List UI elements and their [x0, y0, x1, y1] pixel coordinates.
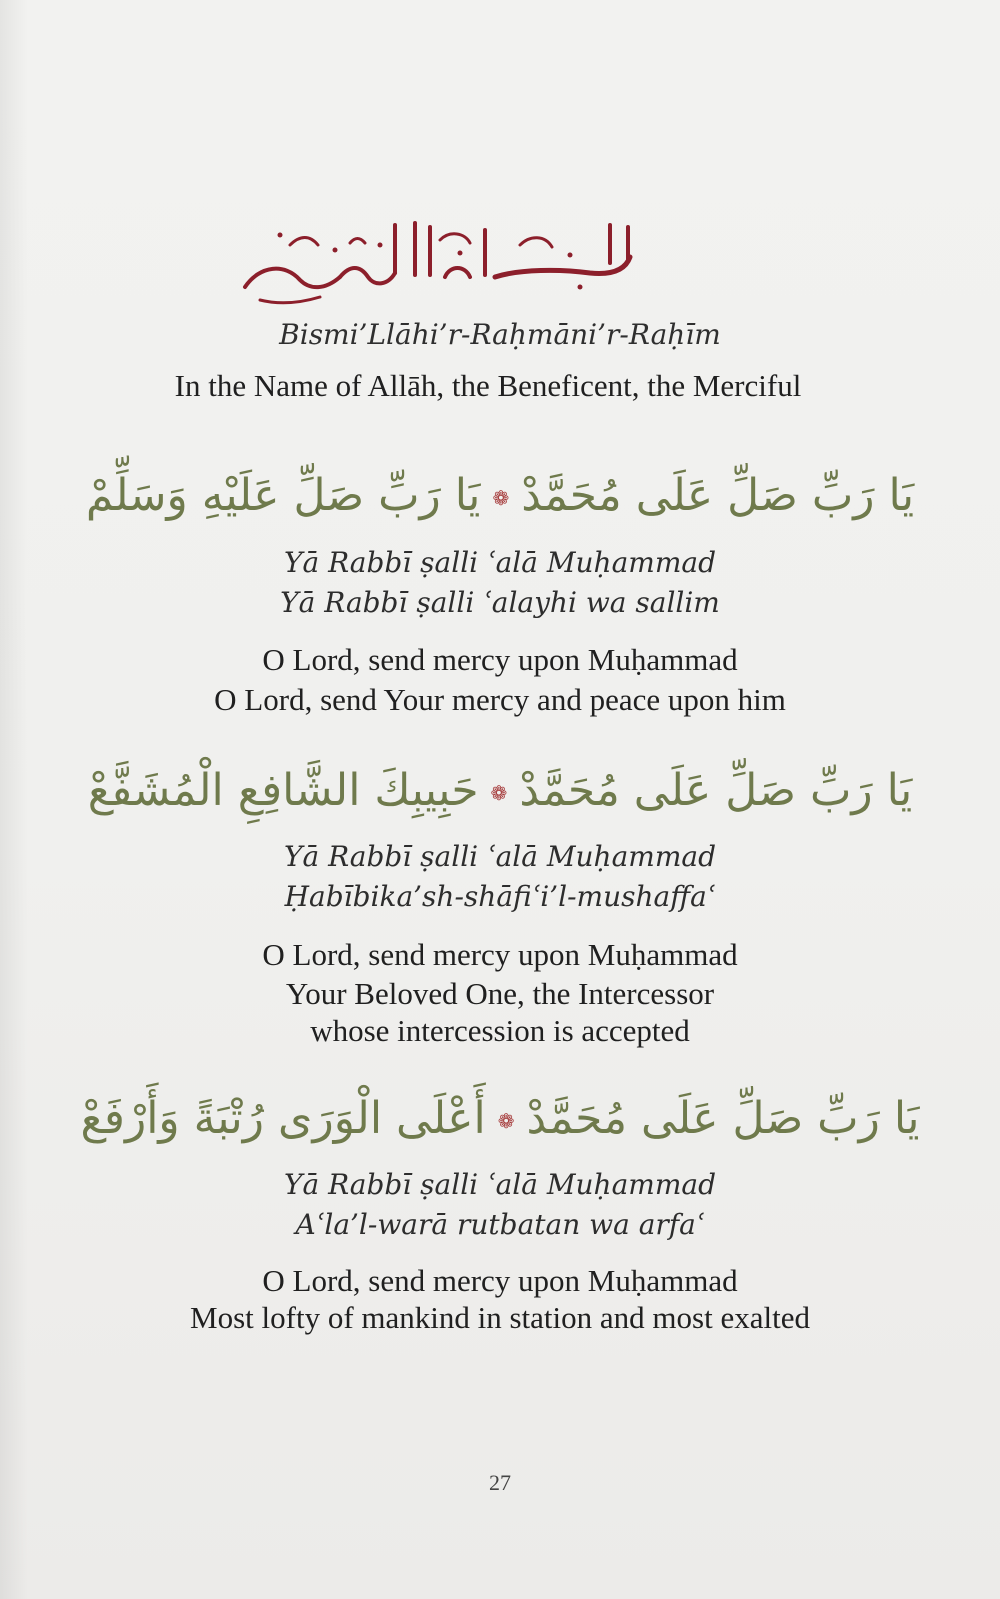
basmala-calligraphy [230, 205, 650, 310]
verse-2-arabic [0, 765, 1000, 816]
verse-1-arabic [0, 470, 1000, 521]
verse-3-english-2: Most lofty of mankind in station and most exalted [190, 1300, 810, 1335]
verse-1-translit-2: Yā Rabbī ṣalli ʿalayhi wa sallim [280, 586, 720, 619]
verse-1-english-1: O Lord, send mercy upon Muḥammad [262, 642, 738, 677]
verse-2-arabic-right: يَا رَبِّ صَلِّ عَلَى مُحَمَّدْ [519, 765, 913, 816]
verse-2-english-1: O Lord, send mercy upon Muḥammad [262, 937, 738, 972]
flower-separator-icon: ❁ [492, 486, 510, 510]
page-number: 27 [489, 1470, 511, 1495]
verse-2-arabic-left: حَبِيبِكَ الشَّافِعِ الْمُشَفَّعْ [87, 765, 479, 816]
verse-2-english-2: Your Beloved One, the Intercessor [285, 976, 715, 1011]
verse-2-translit-2: Ḥabībika’sh-shāfiʿi’l-mushaffaʿ [284, 880, 716, 913]
verse-2-translit-1: Yā Rabbī ṣalli ʿalā Muḥammad [283, 840, 717, 873]
verse-1-arabic-right: يَا رَبِّ صَلِّ عَلَى مُحَمَّدْ [521, 470, 915, 521]
basmala-translation: In the Name of Allāh, the Beneficent, the Merciful [174, 368, 802, 403]
verse-1-english-2: O Lord, send Your mercy and peace upon him [214, 682, 786, 717]
flower-separator-icon: ❁ [497, 1109, 515, 1133]
verse-1-arabic-left: يَا رَبِّ صَلِّ عَلَيْهِ وَسَلِّمْ [85, 470, 481, 521]
basmala-transliteration: Bismi’Llāhi’r-Raḥmāni’r-Raḥīm [279, 318, 721, 351]
verse-3-translit-2: Aʿla’l-warā rutbatan wa arfaʿ [295, 1208, 705, 1241]
verse-3-arabic [0, 1093, 1000, 1144]
verse-2-english-3: whose intercession is accepted [310, 1013, 690, 1048]
verse-3-arabic-left: أَعْلَى الْوَرَى رُتْبَةً وَأَرْفَعْ [80, 1093, 486, 1144]
verse-3-english-1: O Lord, send mercy upon Muḥammad [262, 1263, 738, 1298]
verse-1-translit-1: Yā Rabbī ṣalli ʿalā Muḥammad [283, 546, 717, 579]
verse-3-translit-1: Yā Rabbī ṣalli ʿalā Muḥammad [283, 1168, 717, 1201]
flower-separator-icon: ❁ [490, 781, 508, 805]
verse-3-arabic-right: يَا رَبِّ صَلِّ عَلَى مُحَمَّدْ [526, 1093, 920, 1144]
